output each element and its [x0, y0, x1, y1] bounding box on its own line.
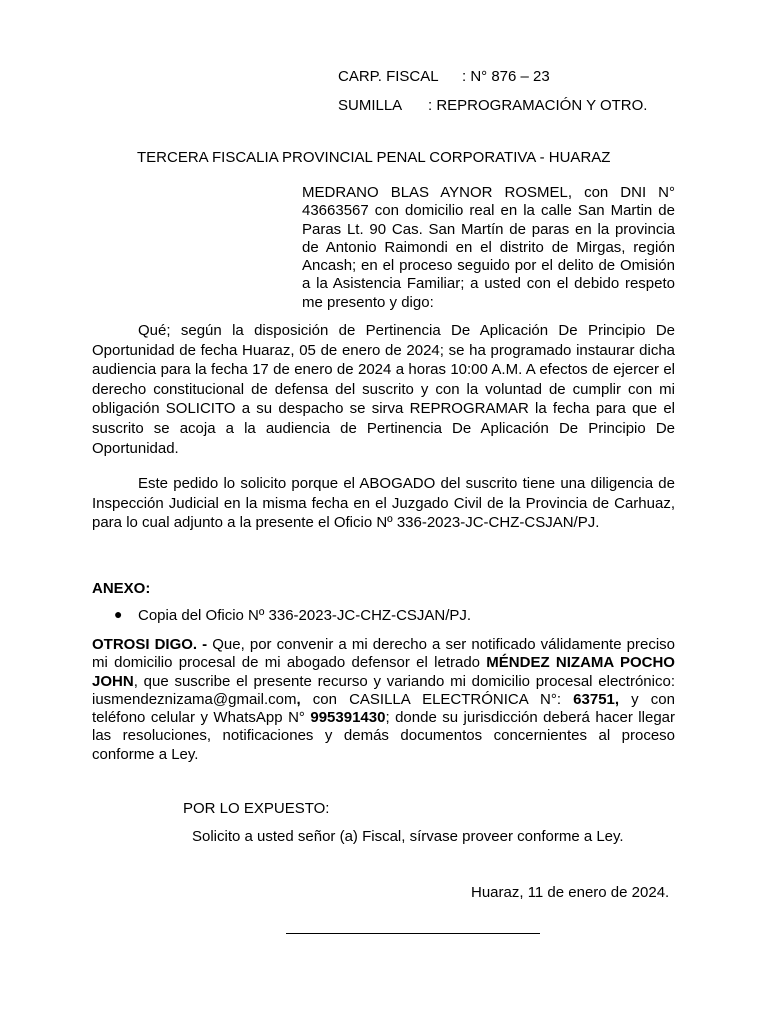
otrosi-text: y con teléfono celular y WhatsApp N° [92, 690, 675, 727]
por-lo-expuesto: POR LO EXPUESTO: [183, 800, 330, 817]
closing-request: Solicito a usted señor (a) Fiscal, sírvase proveer conforme a Ley. [192, 828, 624, 845]
body-paragraph-1: Qué; según la disposición de Pertinencia De Aplicación De Principio De Oportunidad de fecha Huaraz, 05 de enero de 2024; se ha programado instaurar dicha audiencia para la fecha 17 de enero de 2024 a horas 10:00 A.M. A efectos de ejercer el derecho constitucional de defensa del suscrito y con la voluntad de cumplir con mi obligación SOLICITO a su despacho se sirva REPROGRAMAR la fecha para que el suscrito se acoja a la audiencia de Pertinencia De Aplicación De Principio De Oportunidad. [92, 322, 675, 457]
signature-line [286, 933, 540, 934]
lawyer-name: MÉNDEZ NIZAMA POCHO JOHN [92, 654, 675, 690]
casilla-number: 63751, [573, 690, 620, 708]
intro-paragraph: MEDRANO BLAS AYNOR ROSMEL, con DNI N° 43663567 con domicilio real en la calle San Martin de Paras Lt. 90 Cas. San Martín de paras en la provincia de Antonio Raimondi en el distrito de Mirgas, región Ancash; en el proceso seguido por el delito de Omisión a la Asistencia Familiar; a usted con el debido respeto me presento y digo: [302, 184, 675, 311]
otrosi-paragraph [92, 636, 675, 764]
case-number-value: : N° 876 – 23 [462, 68, 550, 85]
otrosi-text: ; donde su jurisdicción deberá hacer llegar las resoluciones, notificaciones y demás documentos concernientes al proceso conforme a Ley. [92, 709, 675, 763]
anexo-item: Copia del Oficio Nº 336-2023-JC-CHZ-CSJAN/PJ. [138, 607, 472, 624]
otrosi-text: Que, por convenir a mi derecho a ser notificado válidamente preciso mi domicilio procesal de mi abogado defensor el letrado [92, 636, 675, 672]
otrosi-text: , que suscribe el presente recurso y variando mi domicilio procesal electrónico: iusmendeznizama@gmail.com [92, 672, 675, 708]
sumilla-label: SUMILLA [338, 97, 403, 114]
anexo-title: ANEXO: [92, 580, 151, 597]
closing-date: Huaraz, 11 de enero de 2024. [471, 884, 670, 901]
sumilla-line [338, 97, 647, 115]
otrosi-comma: , [296, 690, 301, 708]
case-number-line [338, 68, 550, 86]
body-paragraph-2: Este pedido lo solicito porque el ABOGADO del suscrito tiene una diligencia de Inspección Judicial en la misma fecha en el Juzgado Civil de la Provincia de Carhuaz, para lo cual adjunto a la presente el Oficio Nº 336-2023-JC-CHZ-CSJAN/PJ. [92, 475, 675, 532]
bullet-icon: ● [114, 606, 123, 622]
phone-number: 995391430 [310, 709, 386, 727]
otrosi-label: OTROSI DIGO. - [92, 636, 208, 653]
otrosi-text: con CASILLA ELECTRÓNICA N°: [300, 690, 574, 708]
addressee: TERCERA FISCALIA PROVINCIAL PENAL CORPORATIVA - HUARAZ [137, 149, 611, 166]
sumilla-value: : REPROGRAMACIÓN Y OTRO. [428, 97, 648, 114]
case-number-label: CARP. FISCAL [338, 68, 439, 85]
